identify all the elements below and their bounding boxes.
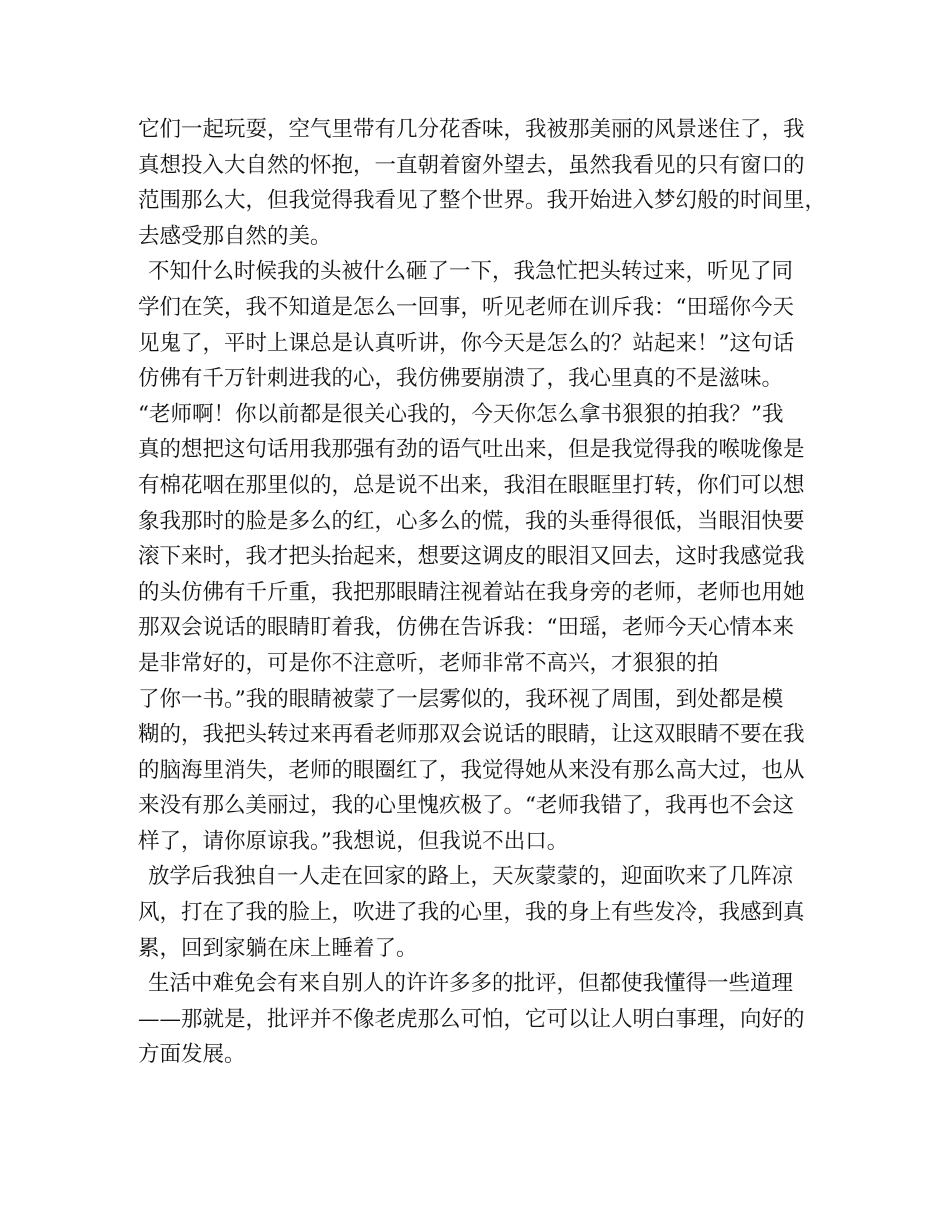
text-line: 见鬼了，平时上课总是认真听讲，你今天是怎么的？站起来！”这句话 [138,330,794,356]
text-line: “老师啊！你以前都是很关心我的，今天你怎么拿书狠狠的拍我？”我 [138,401,784,427]
text-line: 去感受那自然的美。 [138,223,332,249]
text-line: 的脑海里消失，老师的眼圈红了，我觉得她从来没有那么高大过，也从 [138,757,805,783]
paragraph-first-line: 不知什么时候我的头被什么砸了一下，我急忙把头转过来，听见了同 [148,259,794,285]
text-line: 它们一起玩耍，空气里带有几分花香味，我被那美丽的风景迷住了，我 [138,117,805,142]
text-line: 象我那时的脸是多么的红，心多么的慌，我的头垂得很低，当眼泪快要 [138,508,805,534]
text-line: 的头仿佛有千斤重，我把那眼睛注视着站在我身旁的老师，老师也用她 [138,579,805,605]
text-line: 样了，请你原谅我。”我想说，但我说不出口。 [138,828,569,854]
text-line: 有棉花咽在那里似的，总是说不出来，我泪在眼眶里打转，你们可以想 [138,472,805,498]
text-line: 真想投入大自然的怀抱，一直朝着窗外望去，虽然我看见的只有窗口的 [138,152,805,178]
text-line: 糊的，我把头转过来再看老师那双会说话的眼睛，让这双眼睛不要在我 [138,722,805,748]
text-line: 滚下来时，我才把头抬起来，想要这调皮的眼泪又回去，这时我感觉我 [138,544,805,570]
text-line: 了你一书。”我的眼睛被蒙了一层雾似的，我环视了周围，到处都是模 [138,686,784,712]
text-line: 那双会说话的眼睛盯着我，仿佛在告诉我：“田瑶，老师今天心情本来 [138,615,794,641]
text-line: 范围那么大，但我觉得我看见了整个世界。我开始进入梦幻般的时间里， [138,188,827,214]
essay-text [138,112,828,1073]
text-line: 来没有那么美丽过，我的心里愧疚极了。“老师我错了，我再也不会这 [138,793,794,819]
text-line: 累，回到家躺在床上睡着了。 [138,935,418,961]
text-line: ——那就是，批评并不像老虎那么可怕，它可以让人明白事理，向好的 [138,1006,805,1032]
text-line: 真的想把这句话用我那强有劲的语气吐出来，但是我觉得我的喉咙像是 [138,437,805,463]
text-line: 是非常好的，可是你不注意听，老师非常不高兴，才狠狠的拍 [138,650,719,676]
paragraph-first-line: 生活中难免会有来自别人的许许多多的批评，但都使我懂得一些道理 [148,971,794,997]
text-line: 风，打在了我的脸上，吹进了我的心里，我的身上有些发冷，我感到真 [138,900,805,926]
paragraph-first-line: 放学后我独自一人走在回家的路上，天灰蒙蒙的，迎面吹来了几阵凉 [148,864,794,890]
text-line: 方面发展。 [138,1042,246,1068]
text-line: 仿佛有千万针刺进我的心，我仿佛要崩溃了，我心里真的不是滋味。 [138,366,784,392]
text-line: 学们在笑，我不知道是怎么一回事，听见老师在训斥我：“田瑶你今天 [138,294,794,320]
